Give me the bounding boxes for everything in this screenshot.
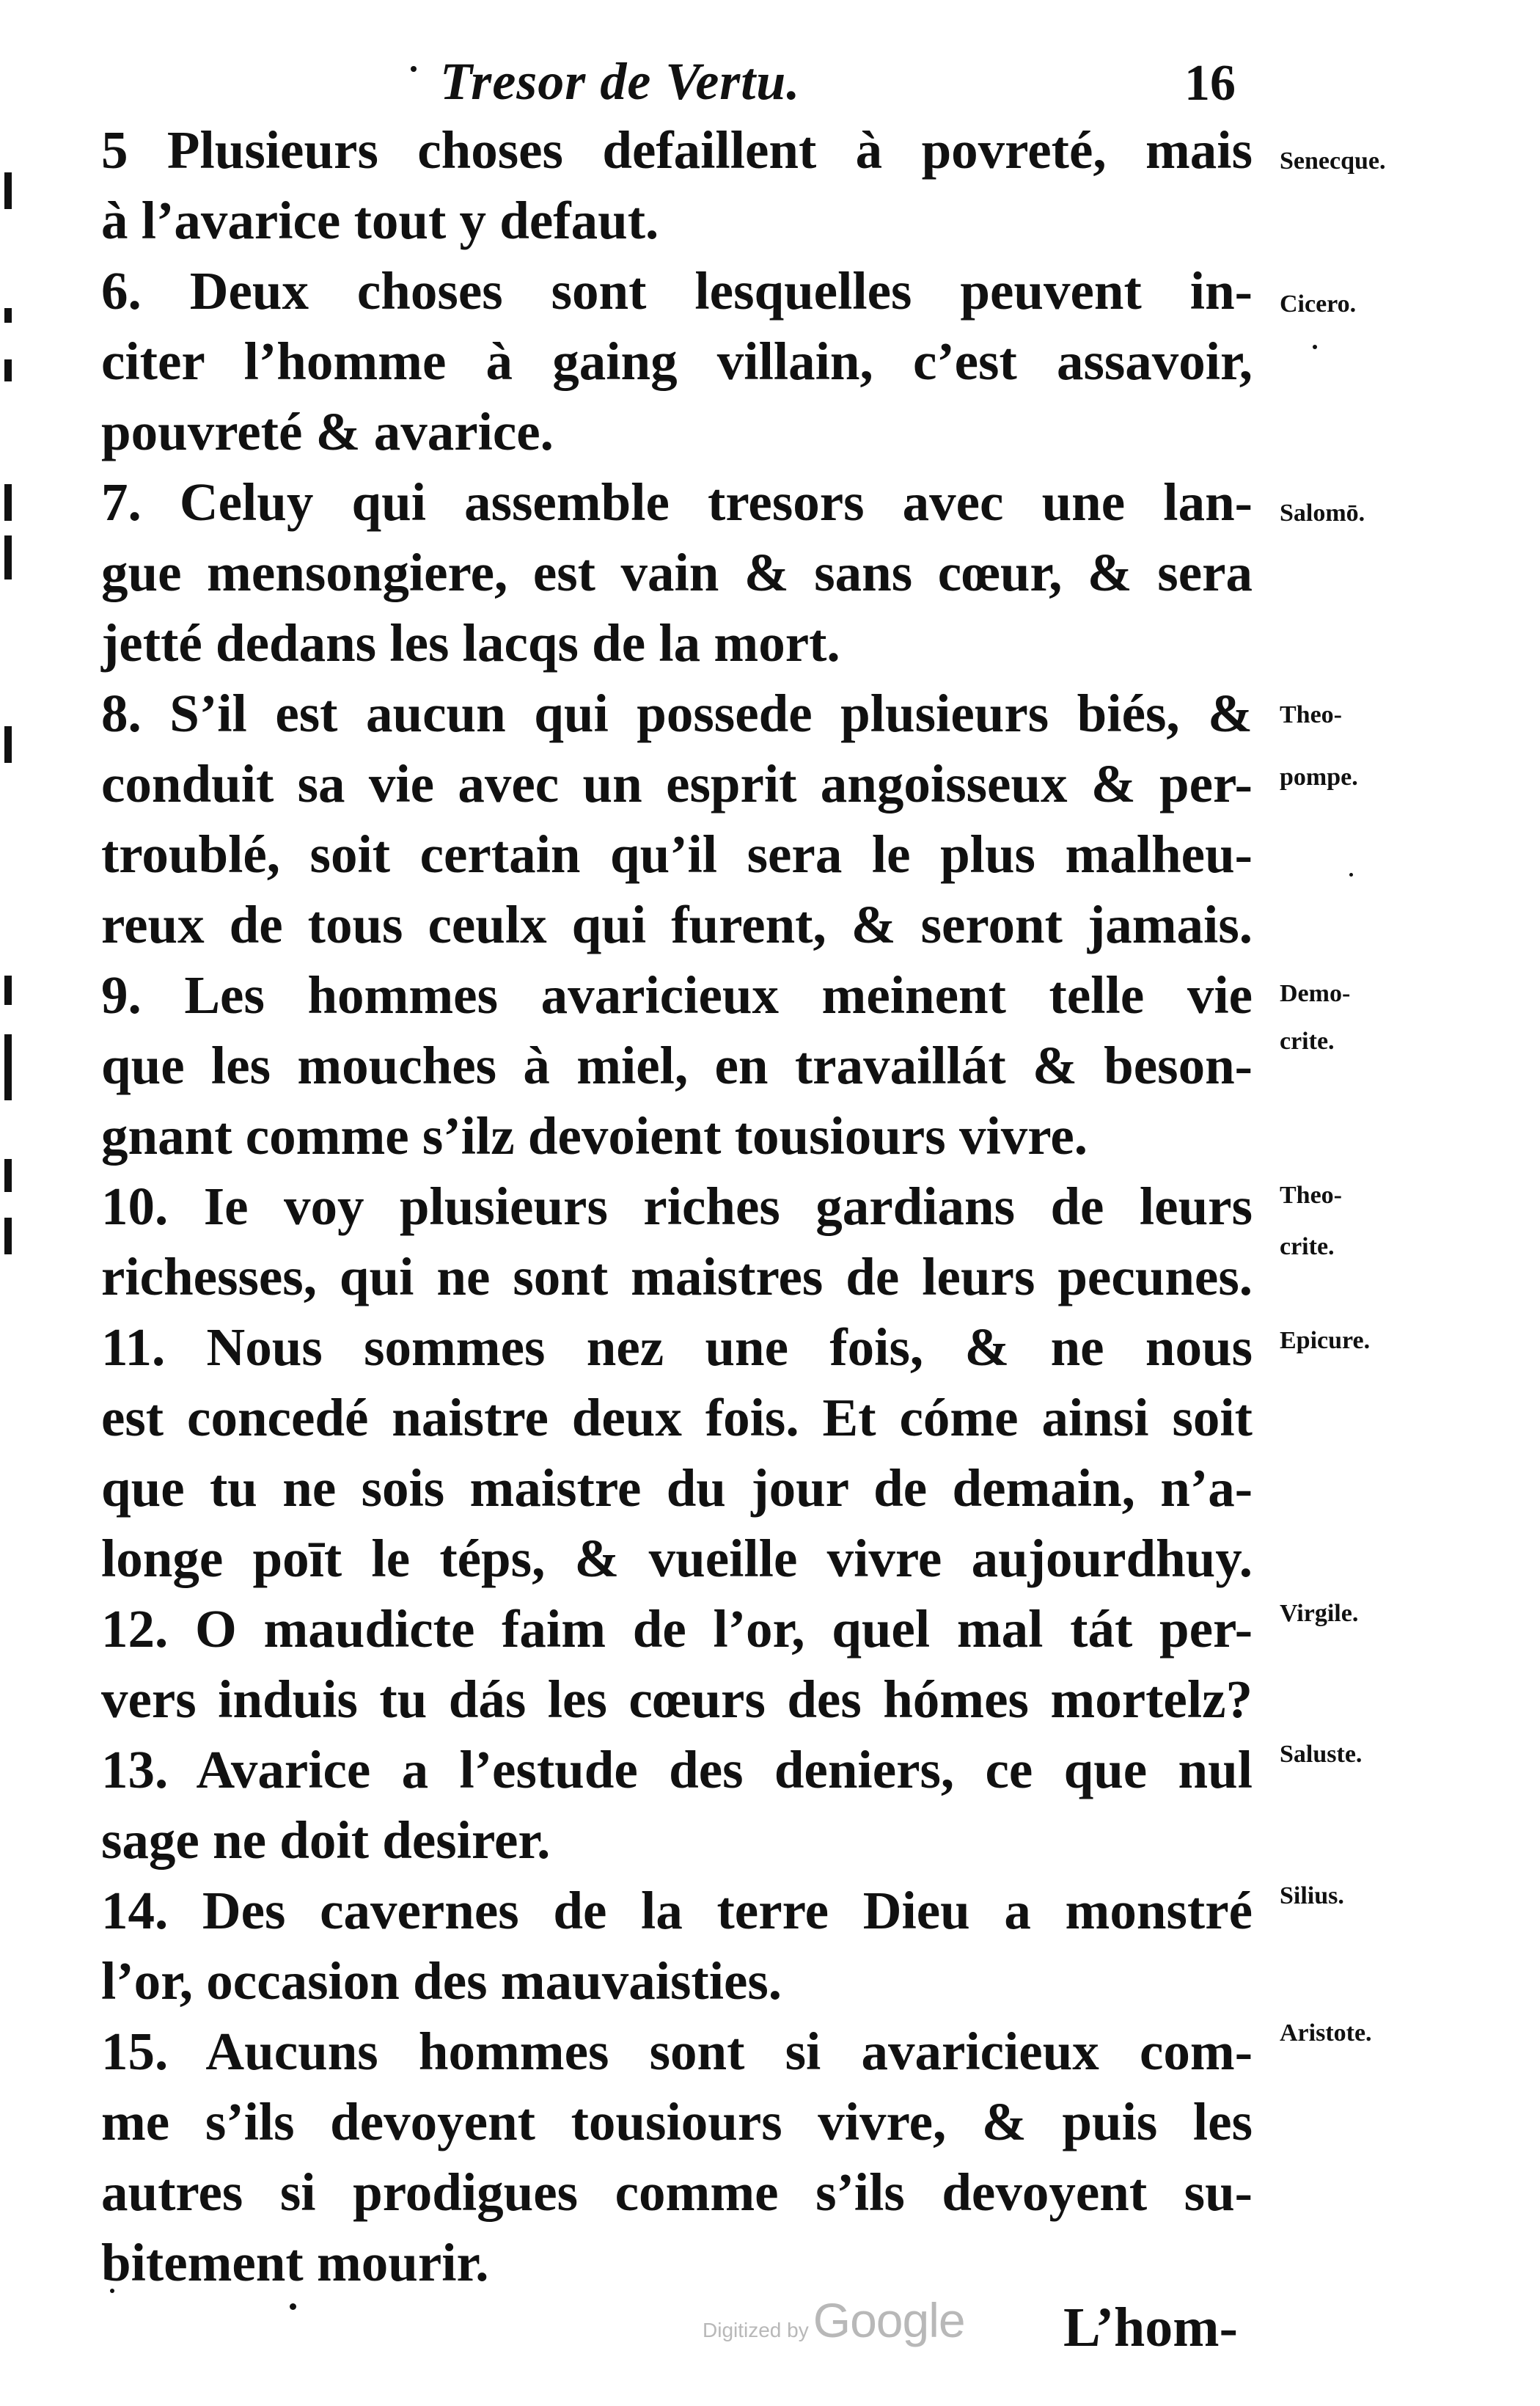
margin-note: Salomō. (1280, 500, 1365, 527)
margin-note: Epicure. (1280, 1327, 1371, 1354)
text-line: conduit sa vie avec un esprit angoisseux & per- (101, 754, 1253, 813)
gutter-mark (4, 484, 12, 521)
ink-speck (1313, 345, 1317, 349)
margin-note: Senecque. (1280, 147, 1386, 175)
margin-note: Silius. (1280, 1882, 1344, 1909)
text-line: reux de tous ceulx qui furent, & seront jamais. (101, 895, 1253, 954)
margin-note: Virgile. (1280, 1600, 1359, 1627)
text-line: à l’avarice tout y defaut. (101, 191, 659, 250)
text-line: 8. S’il est aucun qui possede plusieurs biés, & (101, 684, 1253, 743)
text-line: me s’ils devoyent tousiours vivre, & puis les (101, 2092, 1253, 2151)
text-line: 12. O maudicte faim de l’or, quel mal tát per- (101, 1599, 1253, 1659)
margin-note: Theo- (1280, 1182, 1342, 1209)
text-line: gue mensongiere, est vain & sans cœur, & sera (101, 543, 1253, 602)
digitized-watermark (703, 2292, 965, 2348)
gutter-mark (4, 1159, 12, 1192)
text-line: troublé, soit certain qu’il sera le plus malheu- (101, 824, 1253, 884)
text-line: sage ne doit desirer. (101, 1810, 551, 1870)
text-line: pouvreté & avarice. (101, 402, 554, 461)
text-line: gnant comme s’ilz devoient tousiours vivre. (101, 1106, 1088, 1166)
margin-note: Aristote. (1280, 2019, 1372, 2047)
text-line: vers induis tu dás les cœurs des hómes mortelz? (101, 1670, 1253, 1729)
text-line: que les mouches à miel, en travaillát & beson- (101, 1036, 1253, 1095)
ink-speck (411, 66, 417, 72)
margin-note: Cicero. (1280, 290, 1357, 318)
catchword: L’hom- (1063, 2297, 1238, 2358)
running-title: Tresor de Vertu. (440, 52, 801, 111)
margin-note: Demo- (1280, 980, 1351, 1007)
gutter-mark (4, 1218, 12, 1254)
gutter-mark (4, 976, 12, 1005)
text-line: 10. Ie voy plusieurs riches gardians de leurs (101, 1177, 1253, 1236)
text-line: 11. Nous sommes nez une fois, & ne nous (101, 1317, 1253, 1377)
gutter-mark (4, 359, 12, 381)
ink-speck (290, 2303, 296, 2310)
gutter-mark (4, 172, 12, 209)
text-line: jetté dedans les lacqs de la mort. (101, 613, 840, 673)
text-line: 13. Avarice a l’estude des deniers, ce que nul (101, 1740, 1253, 1799)
gutter-mark (4, 535, 12, 579)
margin-note: crite. (1280, 1028, 1335, 1055)
margin-note: Theo- (1280, 701, 1342, 728)
gutter-mark (4, 308, 12, 323)
text-line: 6. Deux choses sont lesquelles peuvent in- (101, 261, 1253, 321)
text-line: 9. Les hommes avaricieux meinent telle vie (101, 965, 1253, 1025)
watermark-prefix: Digitized by (703, 2319, 809, 2341)
text-line: est concedé naistre deux fois. Et cóme ainsi soit (101, 1388, 1253, 1447)
gutter-mark (4, 1034, 12, 1100)
text-line: 7. Celuy qui assemble tresors avec une lan- (101, 472, 1253, 532)
margin-note: pompe. (1280, 764, 1358, 791)
text-line: 14. Des cavernes de la terre Dieu a monstré (101, 1881, 1253, 1940)
text-line: autres si prodigues comme s’ils devoyent su- (101, 2162, 1253, 2222)
text-line: bitement mourir. (101, 2233, 489, 2292)
text-line: 5 Plusieurs choses defaillent à povreté, mais (101, 120, 1253, 180)
margin-note: Saluste. (1280, 1741, 1363, 1768)
google-logo: Google (813, 2293, 965, 2347)
text-line: longe poīt le téps, & vueille vivre aujourdhuy. (101, 1529, 1253, 1588)
text-line: l’or, occasion des mauvaisties. (101, 1951, 782, 2011)
text-line: 15. Aucuns hommes sont si avaricieux com- (101, 2022, 1253, 2081)
page-number: 16 (1184, 55, 1236, 111)
text-line: richesses, qui ne sont maistres de leurs pecunes. (101, 1247, 1253, 1306)
gutter-mark (4, 726, 12, 763)
text-line: que tu ne sois maistre du jour de demain, n’a- (101, 1458, 1253, 1518)
text-line: citer l’homme à gaing villain, c’est assavoir, (101, 332, 1253, 391)
margin-note: crite. (1280, 1233, 1335, 1260)
ink-speck (1349, 873, 1353, 877)
